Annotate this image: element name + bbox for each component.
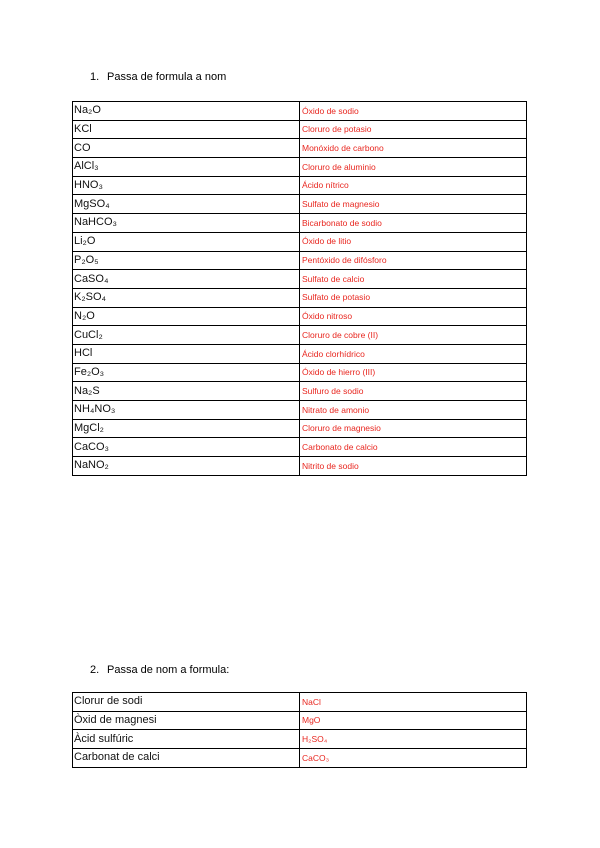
name-cell: Sulfato de potasio xyxy=(300,288,527,307)
table-row xyxy=(73,711,527,730)
table-row xyxy=(73,344,527,363)
formula-cell: HCl xyxy=(73,344,300,363)
name-cell: Nitrato de amonio xyxy=(300,401,527,420)
table-row xyxy=(73,176,527,195)
table-row xyxy=(73,288,527,307)
formula-cell: NaHCO₃ xyxy=(73,214,300,233)
section2-title: Passa de nom a formula: xyxy=(107,664,230,676)
table-row xyxy=(73,139,527,158)
name-cell: Ácido nítrico xyxy=(300,176,527,195)
name-cell: Carbonat de calci xyxy=(73,749,300,768)
formula-cell: MgSO₄ xyxy=(73,195,300,214)
section2-number: 2. xyxy=(90,664,100,676)
name-cell: Cloruro de aluminio xyxy=(300,158,527,177)
name-cell: Óxido nitroso xyxy=(300,307,527,326)
name-cell: Sulfato de magnesio xyxy=(300,195,527,214)
formula-cell: CaCO₃ xyxy=(73,438,300,457)
table-row xyxy=(73,382,527,401)
table-row xyxy=(73,438,527,457)
name-cell: Monóxido de carbono xyxy=(300,139,527,158)
formula-cell: Na₂O xyxy=(73,102,300,121)
formula-cell: Fe₂O₃ xyxy=(73,363,300,382)
formula-cell: NaNO₂ xyxy=(73,457,300,476)
formula-cell: CuCl₂ xyxy=(73,326,300,345)
formula-cell: AlCl₃ xyxy=(73,158,300,177)
section1-heading xyxy=(90,71,226,83)
formula-cell: CO xyxy=(73,139,300,158)
table-row xyxy=(73,363,527,382)
table-row xyxy=(73,214,527,233)
table-row xyxy=(73,419,527,438)
name-cell: Cloruro de cobre (II) xyxy=(300,326,527,345)
formula-cell: CaCO₃ xyxy=(300,749,527,768)
name-cell: Carbonato de calcio xyxy=(300,438,527,457)
formula-cell: KCl xyxy=(73,120,300,139)
table-row xyxy=(73,749,527,768)
table-row xyxy=(73,251,527,270)
formula-cell: MgO xyxy=(300,711,527,730)
formula-to-name-table xyxy=(72,101,527,476)
name-to-formula-table xyxy=(72,692,527,768)
name-cell: Àcid sulfúric xyxy=(73,730,300,749)
table-row xyxy=(73,457,527,476)
table-row xyxy=(73,120,527,139)
formula-cell: Li₂O xyxy=(73,232,300,251)
name-cell: Óxido de litio xyxy=(300,232,527,251)
table-row xyxy=(73,730,527,749)
formula-cell: MgCl₂ xyxy=(73,419,300,438)
table-row xyxy=(73,102,527,121)
formula-cell: NH₄NO₃ xyxy=(73,401,300,420)
name-cell: Bicarbonato de sodio xyxy=(300,214,527,233)
table-row xyxy=(73,307,527,326)
table-row xyxy=(73,326,527,345)
section1-title: Passa de formula a nom xyxy=(107,71,227,83)
section2-heading xyxy=(90,664,229,676)
name-cell: Óxido de hierro (III) xyxy=(300,363,527,382)
table-row xyxy=(73,270,527,289)
section1-number: 1. xyxy=(90,71,100,83)
formula-cell: HNO₃ xyxy=(73,176,300,195)
formula-cell: K₂SO₄ xyxy=(73,288,300,307)
name-cell: Pentóxido de difósforo xyxy=(300,251,527,270)
table-row xyxy=(73,401,527,420)
name-cell: Nitrito de sodio xyxy=(300,457,527,476)
name-cell: Sulfuro de sodio xyxy=(300,382,527,401)
formula-cell: Na₂S xyxy=(73,382,300,401)
name-cell: Sulfato de calcio xyxy=(300,270,527,289)
formula-cell: NaCl xyxy=(300,693,527,712)
name-cell: Clorur de sodi xyxy=(73,693,300,712)
table-row xyxy=(73,158,527,177)
table-row xyxy=(73,232,527,251)
table-row xyxy=(73,693,527,712)
formula-cell: P₂O₅ xyxy=(73,251,300,270)
formula-cell: N₂O xyxy=(73,307,300,326)
name-cell: Óxido de sodio xyxy=(300,102,527,121)
name-cell: Òxid de magnesi xyxy=(73,711,300,730)
name-cell: Ácido clorhídrico xyxy=(300,344,527,363)
name-cell: Cloruro de potasio xyxy=(300,120,527,139)
formula-cell: CaSO₄ xyxy=(73,270,300,289)
table-row xyxy=(73,195,527,214)
name-cell: Cloruro de magnesio xyxy=(300,419,527,438)
formula-cell: H₂SO₄ xyxy=(300,730,527,749)
